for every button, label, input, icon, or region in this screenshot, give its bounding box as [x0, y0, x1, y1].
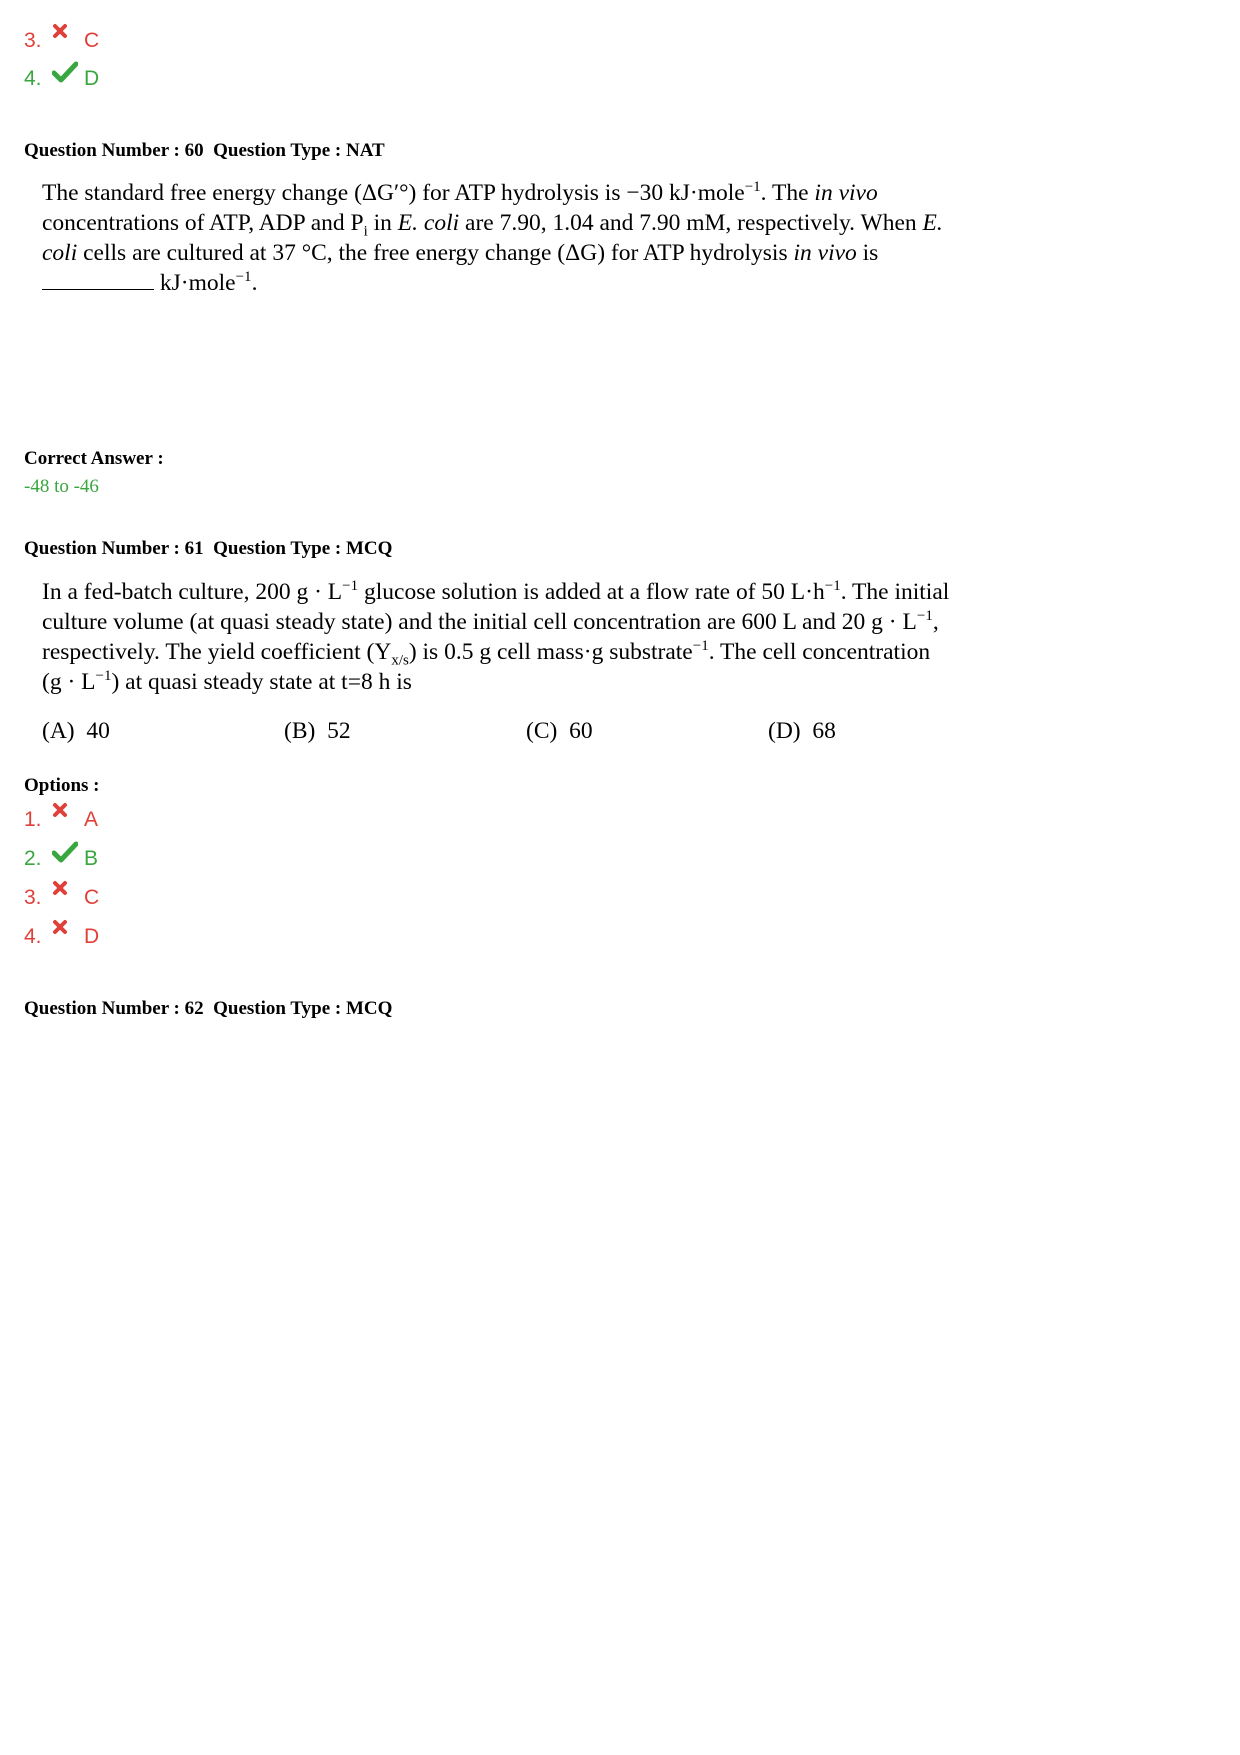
question-61-choices [42, 718, 1042, 748]
question-60-text: The standard free energy change (ΔG′°) for ATP hydrolysis is −30 kJ·mole$^{-1}$. The in vivo concentrations of ATP, ADP and $P_i$ in E. coli are 7.90, 1.04 and 7.90 mM, respectively. When E. coli cells are cultured at 37 °C, the free energy change (ΔG) for ATP hydrolysis in vivo is kJ·mole$^{-1}$. [42, 179, 943, 296]
choice-b: (B) 52 [284, 718, 351, 744]
option-number: 3. [24, 29, 42, 52]
options-label: Options : [24, 775, 100, 796]
option-number: 4. [24, 67, 42, 90]
correct-answer-label: Correct Answer : [24, 448, 164, 469]
option-letter: D [84, 925, 100, 948]
prev-option-4 [24, 64, 99, 94]
cross-icon [52, 23, 80, 47]
option-number: 4. [24, 925, 42, 948]
choice-a: (A) 40 [42, 718, 110, 744]
option-3 [24, 883, 99, 913]
correct-answer-value: -48 to -46 [24, 476, 99, 497]
question-60-header: Question Number : 60 Question Type : NAT [24, 140, 385, 161]
option-letter: C [84, 29, 100, 52]
option-number: 2. [24, 847, 42, 870]
check-icon [52, 841, 80, 865]
choice-d: (D) 68 [768, 718, 836, 744]
option-letter: B [84, 847, 99, 870]
answer-blank [42, 271, 154, 290]
question-61-header: Question Number : 61 Question Type : MCQ [24, 538, 393, 559]
option-2 [24, 844, 98, 874]
check-icon [52, 61, 80, 85]
choice-c: (C) 60 [526, 718, 593, 744]
question-61-text: In a fed-batch culture, 200 $g \cdot L^{-1}$ glucose solution is added at a flow rate of 50 $L\cdot h^{-1}$. The initial culture volume (at quasi steady state) and the initial cell concentration are 600 L and 20 $g \cdot L^{-1}$, respectively. The yield coefficient $(Y_{x/s})$ is 0.5 g cell mass·g substrate$^{-1}$. The cell concentration $(g \cdot L^{-1})$ at quasi steady state at t=8 h is [42, 578, 950, 695]
option-letter: C [84, 886, 100, 909]
cross-icon [52, 880, 80, 904]
option-number: 3. [24, 886, 42, 909]
cross-icon [52, 919, 80, 943]
question-62-header: Question Number : 62 Question Type : MCQ [24, 998, 393, 1019]
option-1 [24, 805, 98, 835]
option-letter: D [84, 67, 100, 90]
option-letter: A [84, 808, 99, 831]
option-number: 1. [24, 808, 42, 831]
cross-icon [52, 802, 80, 826]
option-4 [24, 922, 99, 952]
prev-option-3 [24, 26, 99, 56]
